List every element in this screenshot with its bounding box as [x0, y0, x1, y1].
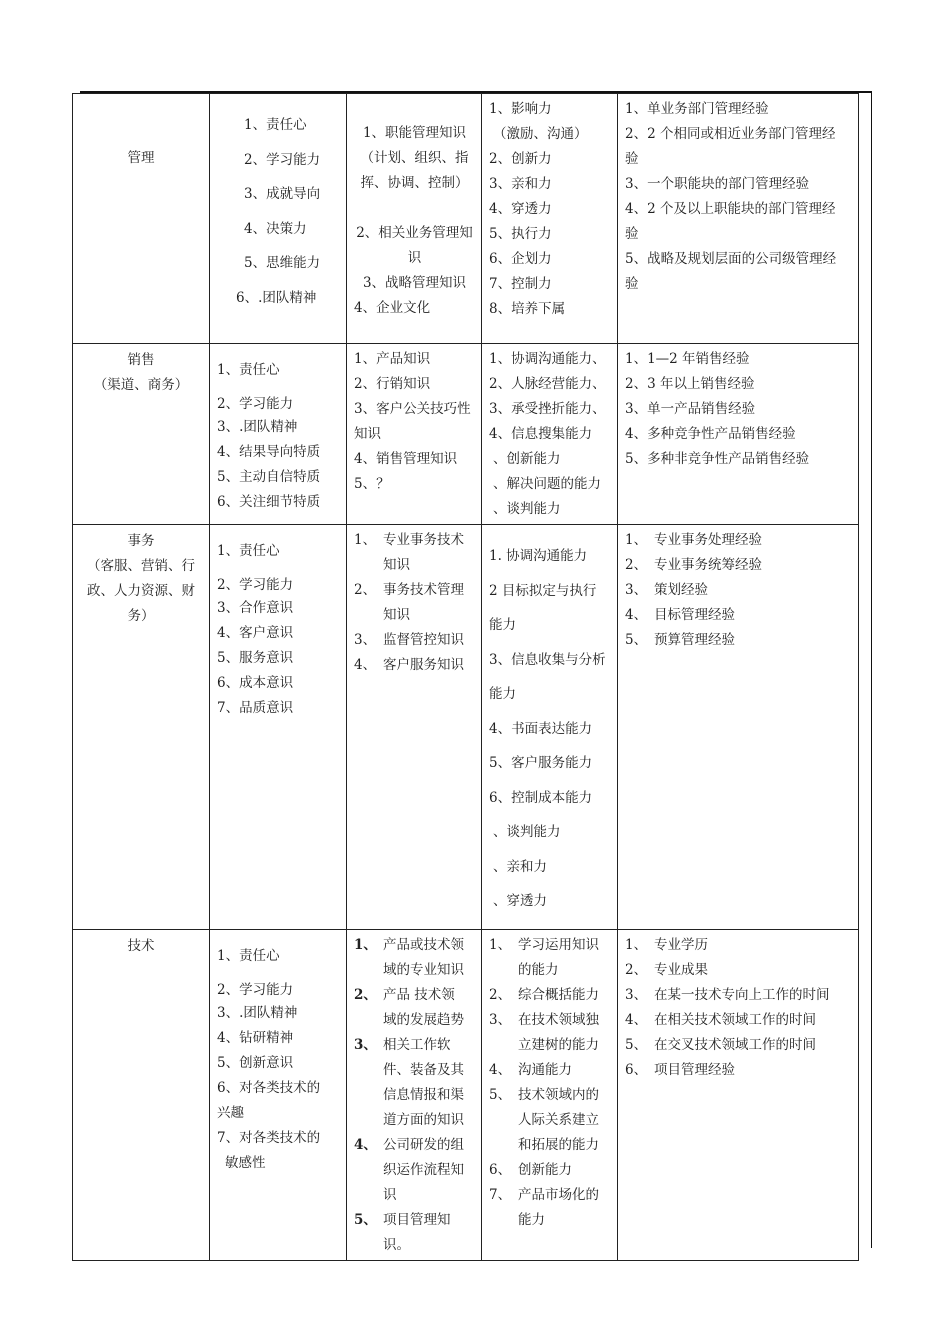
list-item: 2、相关业务管理知 [356, 225, 473, 241]
list-item: 7、对各类技术的 [217, 1130, 321, 1146]
list-item [354, 528, 475, 578]
experience-cell [618, 344, 859, 525]
item-text: 和拓展的能力 [518, 1137, 599, 1153]
item-text: 事务技术管理 [383, 582, 464, 598]
item-text: 产品市场化的 [518, 1187, 599, 1203]
item-text: 的能力 [518, 962, 559, 978]
list-item: 3、成就导向 [244, 186, 321, 202]
category-title: 管理 [127, 150, 155, 166]
category-cell [73, 94, 210, 344]
list-item: 2、创新力 [489, 151, 552, 167]
list-item: 5、客户服务能力 [489, 755, 593, 771]
list-item [625, 1033, 852, 1058]
list-item: 、谈判能力 [493, 501, 561, 517]
list-item [489, 1008, 611, 1058]
list-item: 1、责任心 [217, 362, 280, 378]
list-item [354, 196, 475, 221]
item-text: 综合概括能力 [518, 987, 599, 1003]
experience-cell [618, 94, 859, 344]
list-item: 1、影响力 [489, 101, 552, 117]
list-item: 1、1—2 年销售经验 [625, 351, 750, 367]
list-item: 1、协调沟通能力、 [489, 351, 606, 367]
list-item: 6、成本意识 [217, 675, 294, 691]
traits-cell [210, 344, 347, 525]
item-number: 5、 [625, 632, 648, 648]
item-number: 3、 [354, 632, 377, 648]
item-text: 人际关系建立 [518, 1112, 599, 1128]
list-item: 2、行销知识 [354, 376, 431, 392]
list-item [625, 933, 852, 958]
item-text: 域的专业知识 [383, 962, 464, 978]
category-subtitle: （渠道、商务） [93, 377, 189, 393]
item-number: 4、 [625, 1012, 648, 1028]
list-item: （计划、组织、指 [360, 150, 469, 166]
list-item [354, 1133, 475, 1208]
list-item: 挥、协调、控制） [360, 175, 469, 191]
item-text: 项目管理知 [383, 1212, 451, 1228]
list-item: 3、单一产品销售经验 [625, 401, 756, 417]
list-item: 5、思维能力 [244, 255, 321, 271]
list-item: 2、2 个相同或相近业务部门管理经 [625, 126, 836, 142]
list-item: 4、穿透力 [489, 201, 552, 217]
item-text: 相关工作软 [383, 1037, 451, 1053]
list-item: 4、钻研精神 [217, 1030, 294, 1046]
list-item: 、穿透力 [493, 893, 547, 909]
table-row-management [73, 94, 859, 344]
list-item [489, 933, 611, 983]
list-item: 6、关注细节特质 [217, 494, 321, 510]
list-item: 3、.团队精神 [217, 419, 298, 435]
list-item: 1、责任心 [217, 543, 280, 559]
item-number: 4、 [354, 657, 377, 673]
item-text: 识。 [383, 1237, 410, 1253]
list-item: 1、责任心 [244, 117, 307, 133]
item-number: 3、 [625, 987, 648, 1003]
list-item: 7、控制力 [489, 276, 552, 292]
list-item: 3、信息收集与分析 [489, 651, 606, 668]
list-item: 4、信息搜集能力 [489, 426, 593, 442]
item-number: 4、 [354, 1137, 377, 1153]
experience-cell [618, 930, 859, 1261]
list-item [625, 528, 852, 553]
item-text: 专业成果 [654, 962, 708, 978]
item-number: 2、 [354, 987, 377, 1003]
list-item: 6、.团队精神 [236, 289, 317, 306]
item-text: 产品或技术领 [383, 937, 464, 953]
list-item: 4、决策力 [244, 220, 307, 237]
abilities-cell [482, 344, 618, 525]
item-text: 专业事务处理经验 [654, 532, 762, 548]
item-number: 1、 [625, 937, 648, 953]
list-item: 2、学习能力 [217, 982, 294, 998]
table-row-affairs [73, 525, 859, 930]
list-item: 5、主动自信特质 [217, 469, 321, 485]
category-subtitle: （客服、营销、行政、人力资源、财务） [87, 558, 195, 624]
item-number: 6、 [489, 1162, 512, 1178]
list-item: 4、2 个及以上职能块的部门管理经 [625, 201, 836, 217]
list-item [625, 1058, 852, 1083]
item-text: 立建树的能力 [518, 1037, 599, 1053]
item-number: 5、 [489, 1087, 512, 1103]
traits-cell [210, 525, 347, 930]
list-item: 、解决问题的能力 [493, 476, 601, 492]
item-number: 2、 [489, 987, 512, 1003]
list-item: 1、产品知识 [354, 351, 431, 367]
list-item: 能力 [489, 686, 516, 702]
item-number: 5、 [625, 1037, 648, 1053]
list-item: 2、学习能力 [217, 396, 294, 412]
list-item: 1、责任心 [217, 948, 280, 964]
list-item [354, 628, 475, 653]
list-item: 2、学习能力 [217, 577, 294, 593]
item-text: 在技术领域独 [518, 1012, 599, 1028]
list-item: 5、执行力 [489, 226, 552, 242]
item-text: 公司研发的组 [383, 1137, 464, 1153]
item-text: 道方面的知识 [383, 1112, 464, 1128]
category-cell [73, 525, 210, 930]
list-item: 验 [625, 151, 639, 167]
category-cell [73, 930, 210, 1261]
traits-cell [210, 94, 347, 344]
item-text: 知识 [383, 557, 410, 573]
list-item: 1、职能管理知识 [362, 125, 467, 141]
abilities-cell [482, 525, 618, 930]
item-text: 项目管理经验 [654, 1062, 735, 1078]
item-number: 3、 [354, 1037, 377, 1053]
list-item: 验 [625, 226, 639, 242]
item-text: 专业学历 [654, 937, 708, 953]
list-item: 3、亲和力 [489, 176, 552, 192]
knowledge-cell [347, 930, 482, 1261]
knowledge-cell [347, 344, 482, 525]
table-row-technology [73, 930, 859, 1261]
list-item: 、创新能力 [493, 451, 561, 467]
item-text: 技术领域内的 [518, 1087, 599, 1103]
item-number: 7、 [489, 1187, 512, 1203]
item-number: 1、 [625, 532, 648, 548]
list-item: 、谈判能力 [493, 824, 561, 840]
abilities-cell [482, 94, 618, 344]
list-item [625, 628, 852, 653]
list-item: 8、培养下属 [489, 301, 566, 317]
item-text: 产品 技术领 [383, 987, 455, 1003]
item-number: 4、 [489, 1062, 512, 1078]
list-item: 验 [625, 276, 639, 292]
list-item: 2 目标拟定与执行 [489, 582, 597, 599]
list-item [625, 578, 852, 603]
list-item: 5、服务意识 [217, 650, 294, 666]
item-number: 1、 [354, 532, 377, 548]
category-title: 技术 [127, 938, 155, 954]
list-item: 4、书面表达能力 [489, 720, 593, 737]
table-right-rule [871, 91, 872, 1248]
item-text: 在相关技术领域工作的时间 [654, 1012, 816, 1028]
category-cell [73, 344, 210, 525]
list-item [354, 1208, 475, 1258]
item-text: 域的发展趋势 [383, 1012, 464, 1028]
list-item: （激励、沟通） [493, 126, 588, 142]
item-text: 沟通能力 [518, 1062, 572, 1078]
item-number: 4、 [625, 607, 648, 623]
list-item: 3、.团队精神 [217, 1005, 298, 1021]
list-item: 6、对各类技术的 [217, 1080, 321, 1096]
knowledge-cell [347, 94, 482, 344]
list-item: 6、控制成本能力 [489, 789, 593, 806]
list-item: 2、3 年以上销售经验 [625, 376, 755, 392]
item-text: 在交叉技术领域工作的时间 [654, 1037, 816, 1053]
list-item: 能力 [489, 617, 516, 633]
item-text: 客户服务知识 [383, 657, 464, 673]
item-number: 6、 [625, 1062, 648, 1078]
list-item: 3、客户公关技巧性 [354, 401, 471, 417]
list-item: 3、合作意识 [217, 600, 294, 616]
item-number: 2、 [625, 962, 648, 978]
list-item: 知识 [354, 426, 381, 442]
list-item: 2、人脉经营能力、 [489, 376, 606, 392]
list-item: 3、一个职能块的部门管理经验 [625, 176, 810, 192]
item-number: 5、 [354, 1212, 377, 1228]
item-text: 织运作流程知 [383, 1162, 464, 1178]
experience-cell [618, 525, 859, 930]
item-text: 识 [383, 1187, 397, 1203]
abilities-cell [482, 930, 618, 1261]
list-item [625, 958, 852, 983]
list-item: 3、承受挫折能力、 [489, 401, 606, 417]
list-item: 兴趣 [217, 1105, 244, 1121]
list-item: 4、多种竞争性产品销售经验 [625, 426, 796, 442]
list-item: 1. 协调沟通能力 [489, 548, 588, 564]
list-item: 1、单业务部门管理经验 [625, 101, 769, 117]
category-title: 事务 [127, 533, 155, 549]
item-text: 目标管理经验 [654, 607, 735, 623]
list-item [354, 933, 475, 983]
item-text: 监督管控知识 [383, 632, 464, 648]
list-item: 5、战略及规划层面的公司级管理经 [625, 251, 837, 267]
list-item: 5、？ [354, 476, 390, 492]
item-text: 预算管理经验 [654, 632, 735, 648]
item-text: 件、装备及其 [383, 1062, 464, 1078]
competency-table [72, 93, 859, 1261]
item-text: 能力 [518, 1212, 545, 1228]
item-text: 在某一技术专向上工作的时间 [654, 987, 830, 1003]
list-item [489, 1158, 611, 1183]
list-item [489, 983, 611, 1008]
category-title: 销售 [127, 352, 155, 368]
item-text: 知识 [383, 607, 410, 623]
list-item: 2、学习能力 [244, 151, 321, 168]
list-item: 5、多种非竞争性产品销售经验 [625, 451, 810, 467]
list-item: 识 [407, 250, 422, 266]
item-text: 信息情报和渠 [383, 1087, 464, 1103]
list-item: 4、企业文化 [354, 300, 431, 316]
item-number: 3、 [489, 1012, 512, 1028]
item-number: 2、 [625, 557, 648, 573]
list-item: 4、结果导向特质 [217, 444, 321, 460]
item-text: 学习运用知识 [518, 937, 599, 953]
list-item [625, 1008, 852, 1033]
list-item: 6、企划力 [489, 251, 552, 267]
item-number: 2、 [354, 582, 377, 598]
list-item: 敏感性 [225, 1155, 266, 1171]
list-item [489, 1083, 611, 1158]
list-item [489, 1058, 611, 1083]
item-text: 创新能力 [518, 1162, 572, 1178]
list-item: 4、客户意识 [217, 625, 294, 641]
list-item: 4、销售管理知识 [354, 451, 458, 467]
list-item [625, 603, 852, 628]
item-number: 3、 [625, 582, 648, 598]
item-text: 专业事务统筹经验 [654, 557, 762, 573]
list-item [354, 1033, 475, 1133]
item-text: 专业事务技术 [383, 532, 464, 548]
list-item [354, 578, 475, 628]
item-number: 1、 [489, 937, 512, 953]
list-item [354, 983, 475, 1033]
knowledge-cell [347, 525, 482, 930]
table-row-sales [73, 344, 859, 525]
list-item [354, 653, 475, 678]
list-item: 5、创新意识 [217, 1055, 294, 1071]
list-item: 、亲和力 [493, 858, 547, 875]
list-item [489, 1183, 611, 1233]
list-item: 7、品质意识 [217, 700, 294, 716]
list-item: 3、战略管理知识 [362, 275, 467, 291]
traits-cell [210, 930, 347, 1261]
list-item [625, 553, 852, 578]
list-item [625, 983, 852, 1008]
item-number: 1、 [354, 937, 377, 953]
item-text: 策划经验 [654, 582, 708, 598]
